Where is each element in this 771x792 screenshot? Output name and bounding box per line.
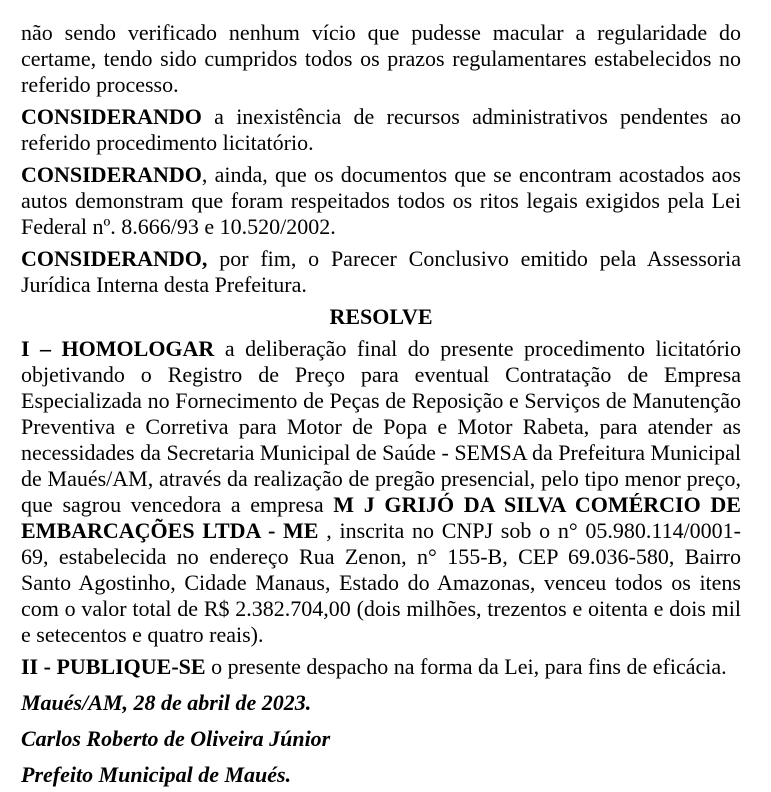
- paragraph-homologar: [21, 336, 741, 648]
- signature-title-line-segment-0: Prefeito Municipal de Maués.: [21, 762, 292, 787]
- paragraph-considerando-3-segment-0: CONSIDERANDO,: [21, 246, 208, 271]
- heading-resolve: [21, 304, 741, 330]
- heading-resolve-segment-0: RESOLVE: [329, 304, 433, 329]
- paragraph-homologar-segment-2: M J GRIJÓ DA SILVA COMÉRCIO DE EMBARCAÇÕES LTDA - ME: [21, 492, 741, 543]
- signature-title-line: [21, 762, 741, 788]
- paragraph-considerando-1-segment-0: CONSIDERANDO: [21, 104, 202, 129]
- paragraph-considerando-2-segment-1: , ainda, que os documentos que se encontram acostados aos autos demonstram que foram respeitados todos os ritos legais exigidos pela Lei Federal nº. 8.666/93 e 10.520/2002.: [21, 162, 741, 239]
- paragraph-considerando-1-segment-1: a inexistência de recursos administrativos pendentes ao referido procedimento licitatório.: [21, 104, 741, 155]
- paragraph-considerando-3: [21, 246, 741, 298]
- paragraph-considerando-2-segment-0: CONSIDERANDO: [21, 162, 202, 187]
- paragraph-preamble: [21, 20, 741, 98]
- paragraph-considerando-1: [21, 104, 741, 156]
- signature-name-line: [21, 726, 741, 752]
- paragraph-homologar-segment-1: a deliberação final do presente procedimento licitatório objetivando o Registro de Preço para eventual Contratação de Empresa Especializada no Fornecimento de Peças de Reposição e Serviços de Manutenção Preventiva e Corretiva para Motor de Popa e Motor Rabeta, para atender as necessidades da Secretaria Municipal de Saúde - SEMSA da Prefeitura Municipal de Maués/AM, através da realização de pregão presencial, pelo tipo menor preço, que sagrou vencedora a empresa: [21, 336, 742, 517]
- paragraph-preamble-segment-0: não sendo verificado nenhum vício que pudesse macular a regularidade do certame, tendo sido cumpridos todos os prazos regulamentares estabelecidos no referido processo.: [21, 20, 741, 97]
- signature-name-line-segment-0: Carlos Roberto de Oliveira Júnior: [21, 726, 331, 751]
- paragraph-publique-se-segment-1: o presente despacho na forma da Lei, para fins de eficácia.: [205, 654, 727, 679]
- paragraph-publique-se-segment-0: II - PUBLIQUE-SE: [21, 654, 206, 679]
- paragraph-considerando-3-segment-1: por fim, o Parecer Conclusivo emitido pela Assessoria Jurídica Interna desta Prefeitura.: [21, 246, 741, 297]
- signature-date-line-segment-0: Maués/AM, 28 de abril de 2023.: [21, 690, 312, 715]
- signature-date-line: [21, 690, 741, 716]
- paragraph-publique-se: [21, 654, 741, 680]
- paragraph-homologar-segment-0: I – HOMOLOGAR: [21, 336, 215, 361]
- paragraph-considerando-2: [21, 162, 741, 240]
- paragraph-homologar-segment-3: , inscrita no CNPJ sob o n° 05.980.114/0001-69, estabelecida no endereço Rua Zenon, n° 155-B, CEP 69.036-580, Bairro Santo Agostinho, Cidade Manaus, Estado do Amazonas, venceu todos os itens com o valor total de R$ 2.382.704,00 (dois milhões, trezentos e oitenta e dois mil e setecentos e quatro reais).: [21, 518, 742, 647]
